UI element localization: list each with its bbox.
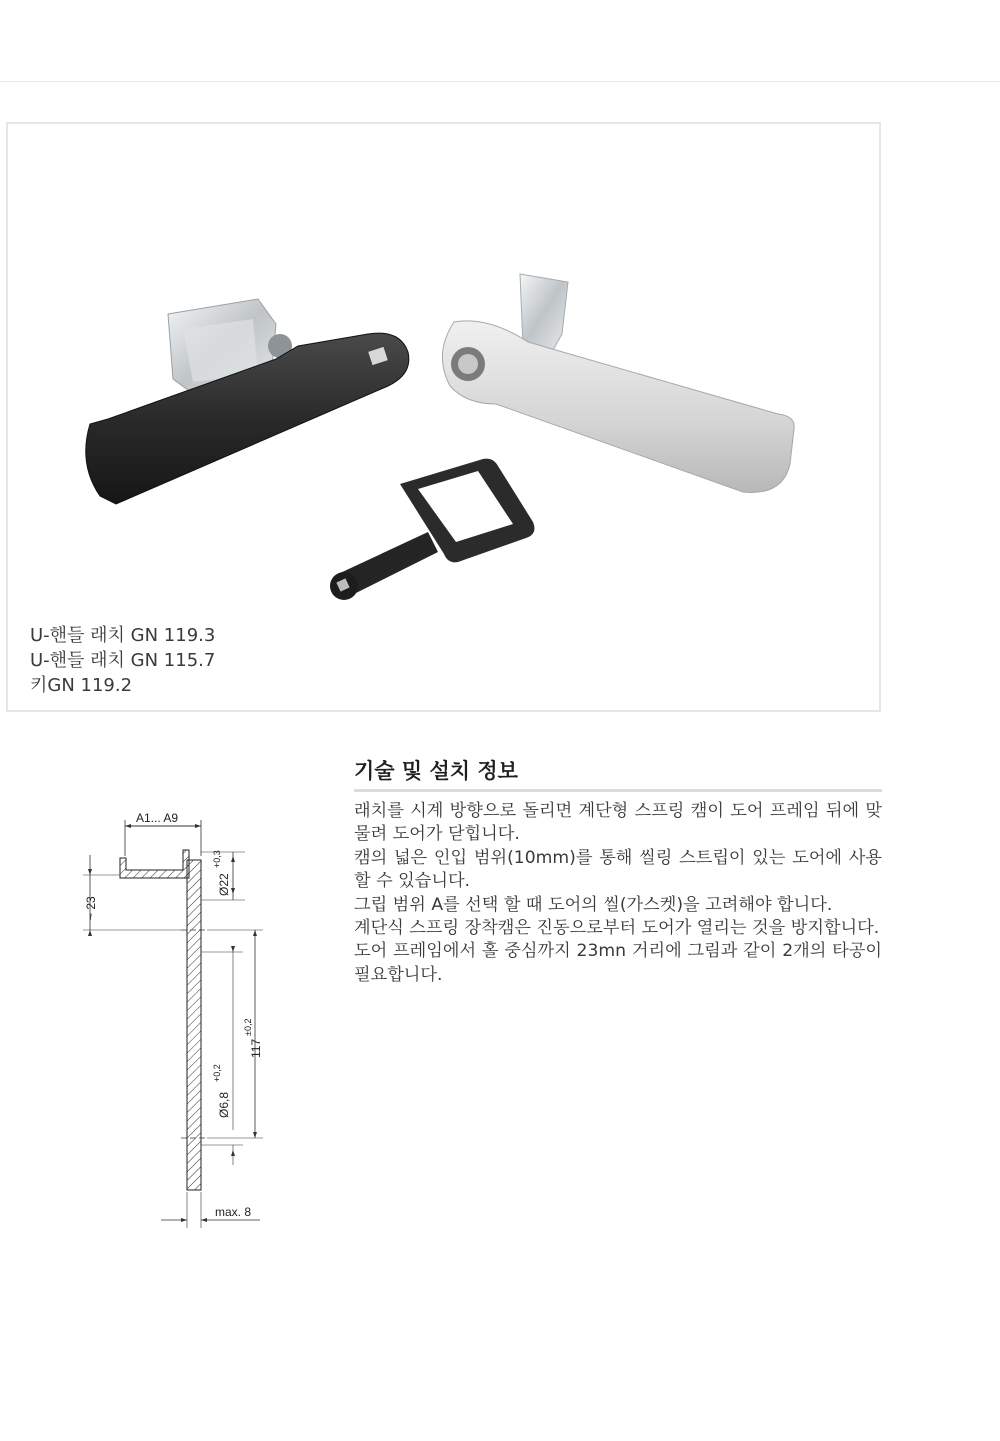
dim-dia22-tol: +0,3 xyxy=(212,850,222,868)
dim-dia22: Ø22 xyxy=(217,873,231,896)
dim-117: 117 xyxy=(249,1038,263,1058)
dim-dia68: Ø6,8 xyxy=(217,1091,231,1118)
dim-max8: max. 8 xyxy=(215,1205,252,1219)
photo-captions xyxy=(30,623,215,698)
caption-line: U-핸들 래치 GN 115.7 xyxy=(30,650,216,671)
technical-drawing xyxy=(75,800,275,1230)
dim-23: ~ 23 xyxy=(84,896,98,920)
silver-handle-group xyxy=(442,274,794,492)
dim-a-range: A1... A9 xyxy=(136,811,179,825)
paragraph: 그립 범위 A를 선택 할 때 도어의 씰(가스켓)을 고려해야 합니다. xyxy=(354,894,833,915)
caption-line: 키GN 119.2 xyxy=(30,675,133,696)
dim-117-tol: ±0,2 xyxy=(243,1018,253,1036)
paragraph: 계단식 스프링 장착캠은 진동으로부터 도어가 열리는 것을 방지합니다. xyxy=(354,918,880,939)
product-photo-panel xyxy=(6,122,881,712)
section-divider xyxy=(354,789,882,792)
key-item xyxy=(330,459,534,600)
caption-line: U-핸들 래치 GN 119.3 xyxy=(30,625,216,646)
paragraph: 도어 프레임에서 홀 중심까지 23mn 거리에 그림과 같이 2개의 타공이 필요합니다. xyxy=(354,941,882,985)
dim-dia68-tol: +0,2 xyxy=(212,1064,222,1082)
header-divider xyxy=(0,81,1000,82)
technical-info-section xyxy=(354,755,882,987)
description-body xyxy=(354,800,882,987)
paragraph: 래치를 시계 방향으로 돌리면 계단형 스프링 캠이 도어 프레임 뒤에 맞물려 도어가 닫힙니다. xyxy=(354,801,882,845)
section-title: 기술 및 설치 정보 xyxy=(354,759,518,783)
paragraph: 캠의 넓은 인입 범위(10mm)를 통해 씰링 스트립이 있는 도어에 사용할 수 있습니다. xyxy=(354,847,882,892)
